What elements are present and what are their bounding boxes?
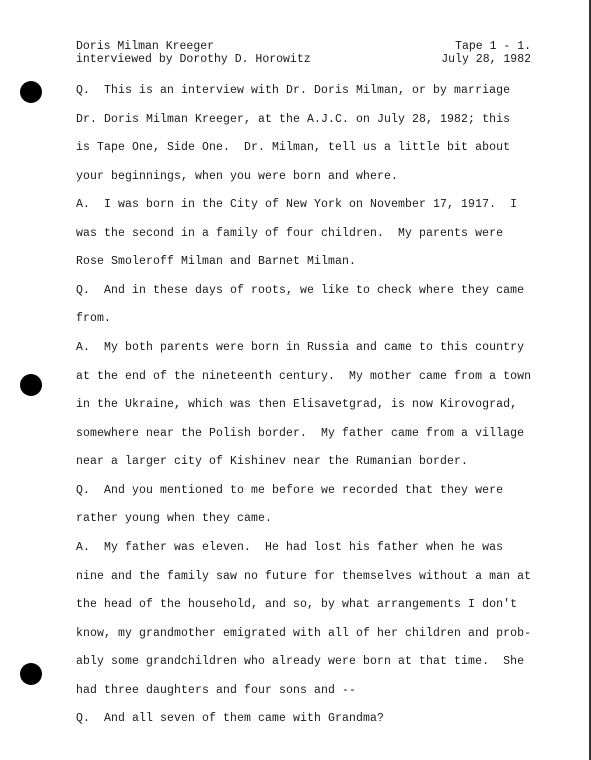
interview-date: July 28, 1982 [441,53,531,66]
interviewer-line: interviewed by Dorothy D. Horowitz [76,53,311,66]
transcript-line: at the end of the nineteenth century. My mother came from a town [76,370,532,383]
transcript-line: your beginnings, when you were born and where. [76,170,399,183]
transcript-line: had three daughters and four sons and -- [76,684,357,697]
transcript-line: the head of the household, and so, by what arrangements I don't [76,598,518,611]
transcript-line: Dr. Doris Milman Kreeger, at the A.J.C. on July 28, 1982; this [76,113,511,126]
punch-hole [20,374,42,396]
transcript-line: Rose Smoleroff Milman and Barnet Milman. [76,255,357,268]
transcript-line: Q. This is an interview with Dr. Doris Milman, or by marriage [76,84,511,97]
transcript-line: Q. And you mentioned to me before we recorded that they were [76,484,504,497]
transcript-line: ably some grandchildren who already were born at that time. She [76,655,525,668]
transcript-line: from. [76,312,112,325]
punch-hole [20,81,42,103]
transcript-line: Q. And in these days of roots, we like to check where they came [76,284,525,297]
transcript-line: A. My father was eleven. He had lost his father when he was [76,541,504,554]
interviewee-name: Doris Milman Kreeger [76,40,215,53]
transcript-line: near a larger city of Kishinev near the Rumanian border. [76,455,469,468]
transcript-line: somewhere near the Polish border. My father came from a village [76,427,525,440]
transcript-line: in the Ukraine, which was then Elisavetgrad, is now Kirovograd, [76,398,518,411]
transcript-line: rather young when they came. [76,512,273,525]
transcript-line: know, my grandmother emigrated with all of her children and prob- [76,627,532,640]
transcript-line: nine and the family saw no future for themselves without a man at [76,570,532,583]
transcript-line: is Tape One, Side One. Dr. Milman, tell us a little bit about [76,141,511,154]
punch-hole [20,663,42,685]
tape-label: Tape 1 - 1. [455,40,531,53]
transcript-line: Q. And all seven of them came with Grandma? [76,712,385,725]
transcript-line: was the second in a family of four children. My parents were [76,227,504,240]
transcript-line: A. My both parents were born in Russia and came to this country [76,341,525,354]
transcript-line: A. I was born in the City of New York on November 17, 1917. I [76,198,518,211]
